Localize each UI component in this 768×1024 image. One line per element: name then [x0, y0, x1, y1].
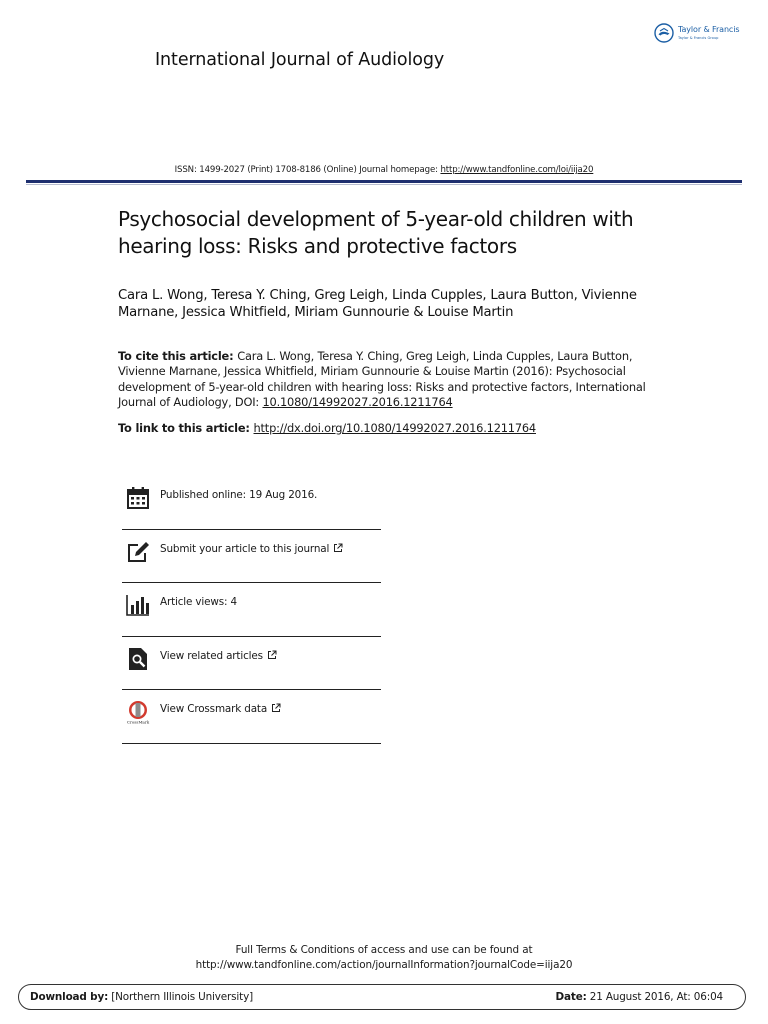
- submit-article-label: Submit your article to this journal: [160, 542, 330, 555]
- citation-label: To cite this article:: [118, 349, 238, 363]
- publisher-name: Taylor & Francis: [678, 25, 740, 34]
- article-doi-url-link[interactable]: http://dx.doi.org/10.1080/14992027.2016.1211764: [253, 421, 536, 435]
- submit-article-link[interactable]: [160, 543, 343, 555]
- crossmark-caption: CrossMark: [126, 719, 150, 724]
- header-rule: [26, 180, 742, 183]
- article-info-list: [122, 476, 381, 744]
- download-label: Download by:: [30, 991, 109, 1003]
- header-rule-thin: [26, 184, 742, 185]
- related-articles-item[interactable]: [122, 637, 381, 691]
- crossmark-link[interactable]: [160, 703, 281, 715]
- published-online-item: [122, 476, 381, 530]
- calendar-icon: [126, 486, 150, 510]
- bar-chart-icon: [126, 593, 150, 617]
- issn-line: [0, 165, 768, 175]
- issn-text: ISSN: 1499-2027 (Print) 1708-8186 (Online) Journal homepage:: [174, 165, 441, 175]
- journal-homepage-link[interactable]: http://www.tandfonline.com/loi/iija20: [440, 165, 594, 175]
- download-value: [Northern Illinois University]: [108, 991, 253, 1003]
- external-link-icon: [333, 543, 343, 553]
- publisher-group: Taylor & Francis Group: [678, 36, 719, 40]
- article-views-label: Article views: 4: [160, 596, 237, 608]
- publisher-logo-icon: [654, 23, 674, 43]
- external-link-icon: [271, 703, 281, 713]
- article-views-item: [122, 583, 381, 637]
- search-document-icon: [126, 647, 150, 671]
- download-footer: [18, 984, 746, 1010]
- citation-doi-link[interactable]: 10.1080/14992027.2016.1211764: [262, 394, 453, 409]
- article-link-label: To link to this article:: [118, 421, 254, 435]
- submit-article-item[interactable]: [122, 530, 381, 584]
- publisher-logo: [654, 21, 754, 49]
- journal-title: International Journal of Audiology: [155, 50, 445, 70]
- published-online-label: Published online: 19 Aug 2016.: [160, 489, 318, 501]
- related-articles-label: View related articles: [160, 649, 263, 662]
- date-value: 21 August 2016, At: 06:04: [586, 991, 723, 1003]
- download-info: [30, 991, 253, 1003]
- terms-line-1: Full Terms & Conditions of access and use can be found at: [235, 944, 533, 956]
- article-title: Psychosocial development of 5-year-old children with hearing loss: Risks and protective factors: [118, 207, 634, 258]
- download-date: [556, 991, 723, 1003]
- citation-text: Cara L. Wong, Teresa Y. Ching, Greg Leigh, Linda Cupples, Laura Button, Vivienne Marnane, Jessica Whitfield, Miriam Gunnourie & Louise Martin (2016): Psychosocial development of 5-year-old children with hearing loss: Risks and protective factors, International Journal of Audiology, DOI:: [118, 349, 646, 409]
- citation: [118, 349, 658, 410]
- crossmark-item[interactable]: [122, 690, 381, 744]
- terms-and-conditions: [0, 943, 768, 972]
- external-link-icon: [267, 650, 277, 660]
- article-authors: Cara L. Wong, Teresa Y. Ching, Greg Leigh, Linda Cupples, Laura Button, Vivienne Marnane, Jessica Whitfield, Miriam Gunnourie & Louise Martin: [118, 288, 637, 320]
- date-label: Date:: [555, 991, 587, 1003]
- related-articles-link[interactable]: [160, 650, 277, 662]
- crossmark-label: View Crossmark data: [160, 703, 268, 715]
- edit-icon: [126, 540, 150, 564]
- crossmark-icon: [126, 700, 150, 724]
- terms-url[interactable]: http://www.tandfonline.com/action/journalInformation?journalCode=iija20: [195, 958, 573, 971]
- article-link-line: [118, 421, 658, 436]
